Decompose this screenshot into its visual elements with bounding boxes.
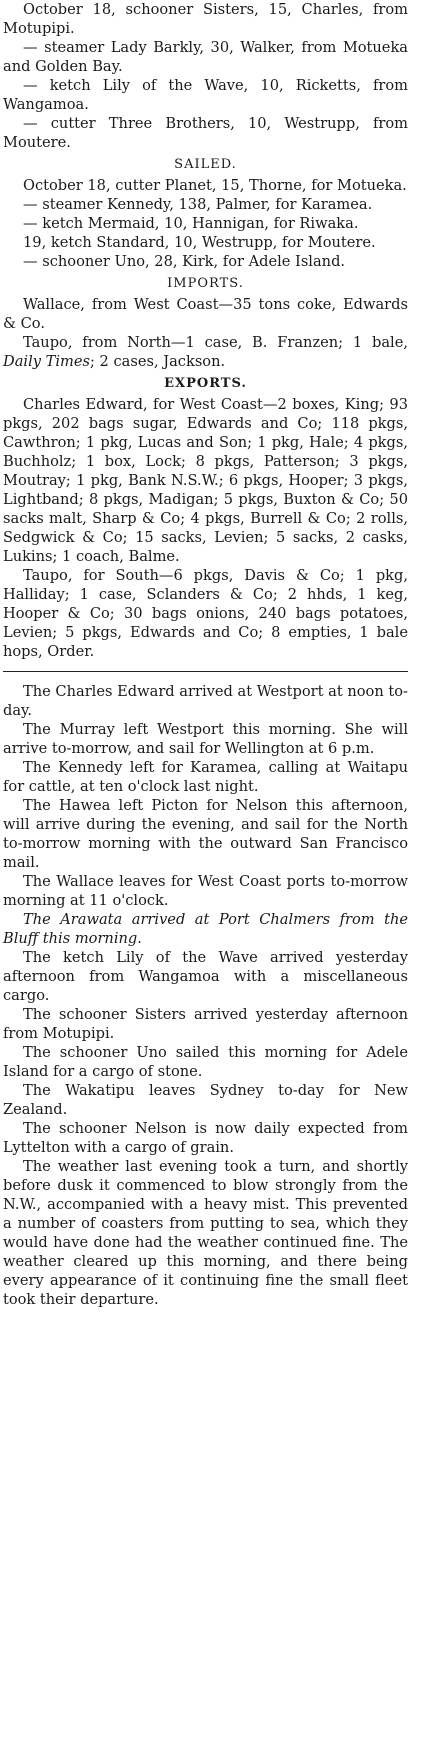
import-text: Wallace, from West Coast—35 tons coke, Edwards & Co.: [3, 296, 408, 332]
export-entry: Charles Edward, for West Coast—2 boxes, King; 93 pkgs, 202 bags sugar, Edwards and Co; 118 pkgs, Cawthron; 1 pkg, Lucas and Son; 1 pkg, Hale; 4 pkgs, Buchholz; 1 box, Lock; 8 pkgs, Patterson; 3 pkgs, Moutray; 1 pkg, Bank N.S.W.; 6 pkgs, Hooper; 3 pkgs, Lightband; 8 pkgs, Madigan; 5 pkgs, Buxton & Co; 50 sacks malt, Sharp & Co; 4 pkgs, Burrell & Co; 2 rolls, Sedgwick & Co; 15 sacks, Levien; 5 sacks, 2 casks, Lukins; 1 coach, Balme.: [3, 396, 408, 565]
export-entry: Taupo, for South—6 pkgs, Davis & Co; 1 pkg, Halliday; 1 case, Sclanders & Co; 2 hhds, 1 keg, Hooper & Co; 30 bags onions, 240 bags potatoes, Levien; 5 pkgs, Edwards and Co; 8 empties, 1 bale hops, Order.: [3, 567, 408, 660]
news-item: The Hawea left Picton for Nelson this afternoon, will arrive during the evening, and sail for the North to-morrow morning with the outward San Francisco mail.: [3, 797, 408, 871]
news-item: The Murray left Westport this morning. She will arrive to-morrow, and sail for Wellington at 6 p.m.: [3, 721, 408, 757]
sailed-entry: October 18, cutter Planet, 15, Thorne, for Motueka.: [23, 177, 407, 194]
sailed-heading: SAILED.: [174, 157, 237, 172]
sailed-entry: 19, ketch Standard, 10, Westrupp, for Moutere.: [23, 234, 376, 251]
news-item: The schooner Sisters arrived yesterday afternoon from Motupipi.: [3, 1006, 408, 1042]
sailed-section: [3, 176, 408, 271]
news-item: The Charles Edward arrived at Westport at noon to-day.: [3, 683, 408, 719]
section-divider: [3, 671, 408, 672]
shipping-news-section: [3, 682, 408, 1309]
newspaper-title: Daily Times: [3, 353, 90, 370]
import-entry: [3, 333, 408, 371]
news-item: The schooner Nelson is now daily expected from Lyttelton with a cargo of grain.: [3, 1120, 408, 1156]
arrivals-section: [3, 0, 408, 152]
news-item: The Wallace leaves for West Coast ports to-morrow morning at 11 o'clock.: [3, 873, 408, 909]
news-item: The schooner Uno sailed this morning for Adele Island for a cargo of stone.: [3, 1044, 408, 1080]
news-item: The weather last evening took a turn, and shortly before dusk it commenced to blow strongly from the N.W., accompanied with a heavy mist. This prevented a number of coasters from putting to sea, which they would have done had the weather continued fine. The weather cleared up this morning, and there being every appearance of it continuing fine the small fleet took their departure.: [3, 1158, 408, 1308]
arrival-entry: — cutter Three Brothers, 10, Westrupp, from Moutere.: [3, 115, 408, 151]
imports-section: [3, 295, 408, 371]
news-item-italic: The Arawata arrived at Port Chalmers from the Bluff this morning.: [3, 911, 408, 947]
exports-heading: EXPORTS.: [164, 376, 247, 391]
arrival-entry: — steamer Lady Barkly, 30, Walker, from Motueka and Golden Bay.: [3, 39, 408, 75]
news-item: The Wakatipu leaves Sydney to-day for New Zealand.: [3, 1082, 408, 1118]
arrival-entry: October 18, schooner Sisters, 15, Charles, from Motupipi.: [3, 1, 408, 37]
sailed-entry: — steamer Kennedy, 138, Palmer, for Karamea.: [23, 196, 373, 213]
exports-section: [3, 395, 408, 661]
sailed-entry: — ketch Mermaid, 10, Hannigan, for Riwaka.: [23, 215, 359, 232]
sailed-entry: — schooner Uno, 28, Kirk, for Adele Island.: [23, 253, 346, 270]
imports-heading: IMPORTS.: [167, 276, 244, 291]
news-item: [3, 910, 408, 948]
import-entry: [3, 295, 408, 333]
news-item: The ketch Lily of the Wave arrived yesterday afternoon from Wangamoa with a miscellaneous cargo.: [3, 949, 408, 1004]
import-text: Taupo, from North—1 case, B. Franzen; 1 bale,: [23, 334, 408, 351]
news-item: The Kennedy left for Karamea, calling at Waitapu for cattle, at ten o'clock last night.: [3, 759, 408, 795]
arrival-entry: — ketch Lily of the Wave, 10, Ricketts, from Wangamoa.: [3, 77, 408, 113]
import-text-tail: ; 2 cases, Jackson.: [90, 353, 226, 370]
